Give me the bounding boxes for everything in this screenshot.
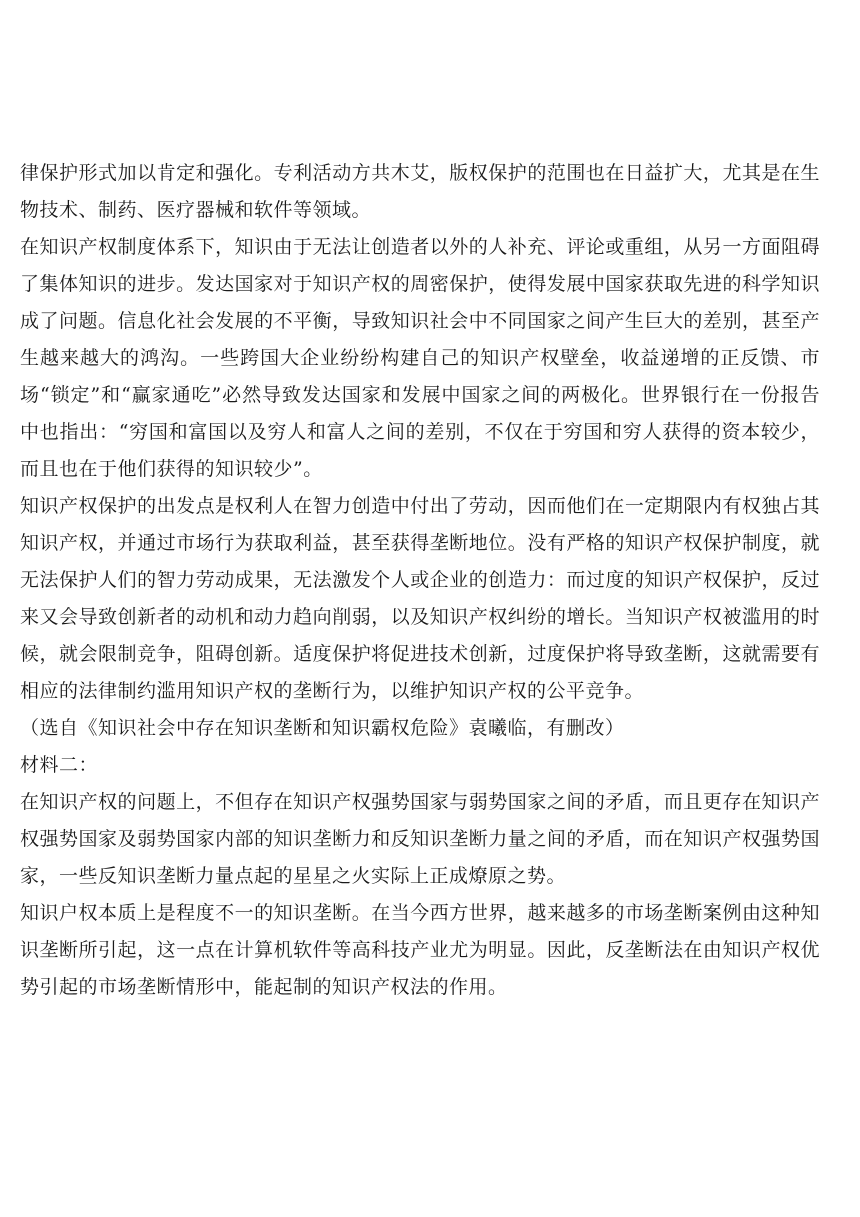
paragraph-material-two-antitrust: 知识户权本质上是程度不一的知识垄断。在当今西方世界，越来越多的市场垄断案例由这种知识垄断所引起，这一点在计算机软件等高科技产业尤为明显。因此，反垄断法在由知识产权优势引起的市场垄断情形中，能起制的知识产权法的作用。 [20,902,820,998]
source-citation: （选自《知识社会中存在知识垄断和知识霸权危险》袁曦临，有删改） [20,717,625,739]
document-body [20,155,820,1006]
paragraph-protection-balance: 知识产权保护的出发点是权利人在智力创造中付出了劳动，因而他们在一定期限内有权独占其知识产权，并通过市场行为获取利益，甚至获得垄断地位。没有严格的知识产权保护制度，就无法保护人们的智力劳动成果，无法激发个人或企业的创造力：而过度的知识产权保护，反过来又会导致创新者的动机和动力趋向削弱，以及知识产权纠纷的增长。当知识产权被滥用的时候，就会限制竞争，阻碍创新。适度保护将促进技术创新，过度保护将导致垄断，这就需要有相应的法律制约滥用知识产权的垄断行为，以维护知识产权的公平竞争。 [20,495,820,702]
paragraph-knowledge-gap: 在知识产权制度体系下，知识由于无法让创造者以外的人补充、评论或重组，从另一方面阻碍了集体知识的进步。发达国家对于知识产权的周密保护，使得发展中国家获取先进的科学知识成了问题。信息化社会发展的不平衡，导致知识社会中不同国家之间产生巨大的差别，甚至产生越来越大的鸿沟。一些跨国大企业纷纷构建自己的知识产权壁垒，收益递增的正反馈、市场“锁定”和“赢家通吃”必然导致发达国家和发展中国家之间的两极化。世界银行在一份报告中也指出：“穷国和富国以及穷人和富人之间的差别，不仅在于穷国和穷人获得的资本较少，而且也在于他们获得的知识较少”。 [20,236,820,480]
material-two-heading: 材料二： [20,754,99,776]
paragraph-continuation: 律保护形式加以肯定和强化。专利活动方共木艾，版权保护的范围也在日益扩大，尤其是在生物技术、制药、医疗器械和软件等领域。 [20,162,820,221]
paragraph-material-two-conflict: 在知识产权的问题上，不但存在知识产权强势国家与弱势国家之间的矛盾，而且更存在知识产权强势国家及弱势国家内部的知识垄断力和反知识垄断力量之间的矛盾，而在知识产权强势国家，一些反知识垄断力量点起的星星之火实际上正成燎原之势。 [20,791,820,887]
